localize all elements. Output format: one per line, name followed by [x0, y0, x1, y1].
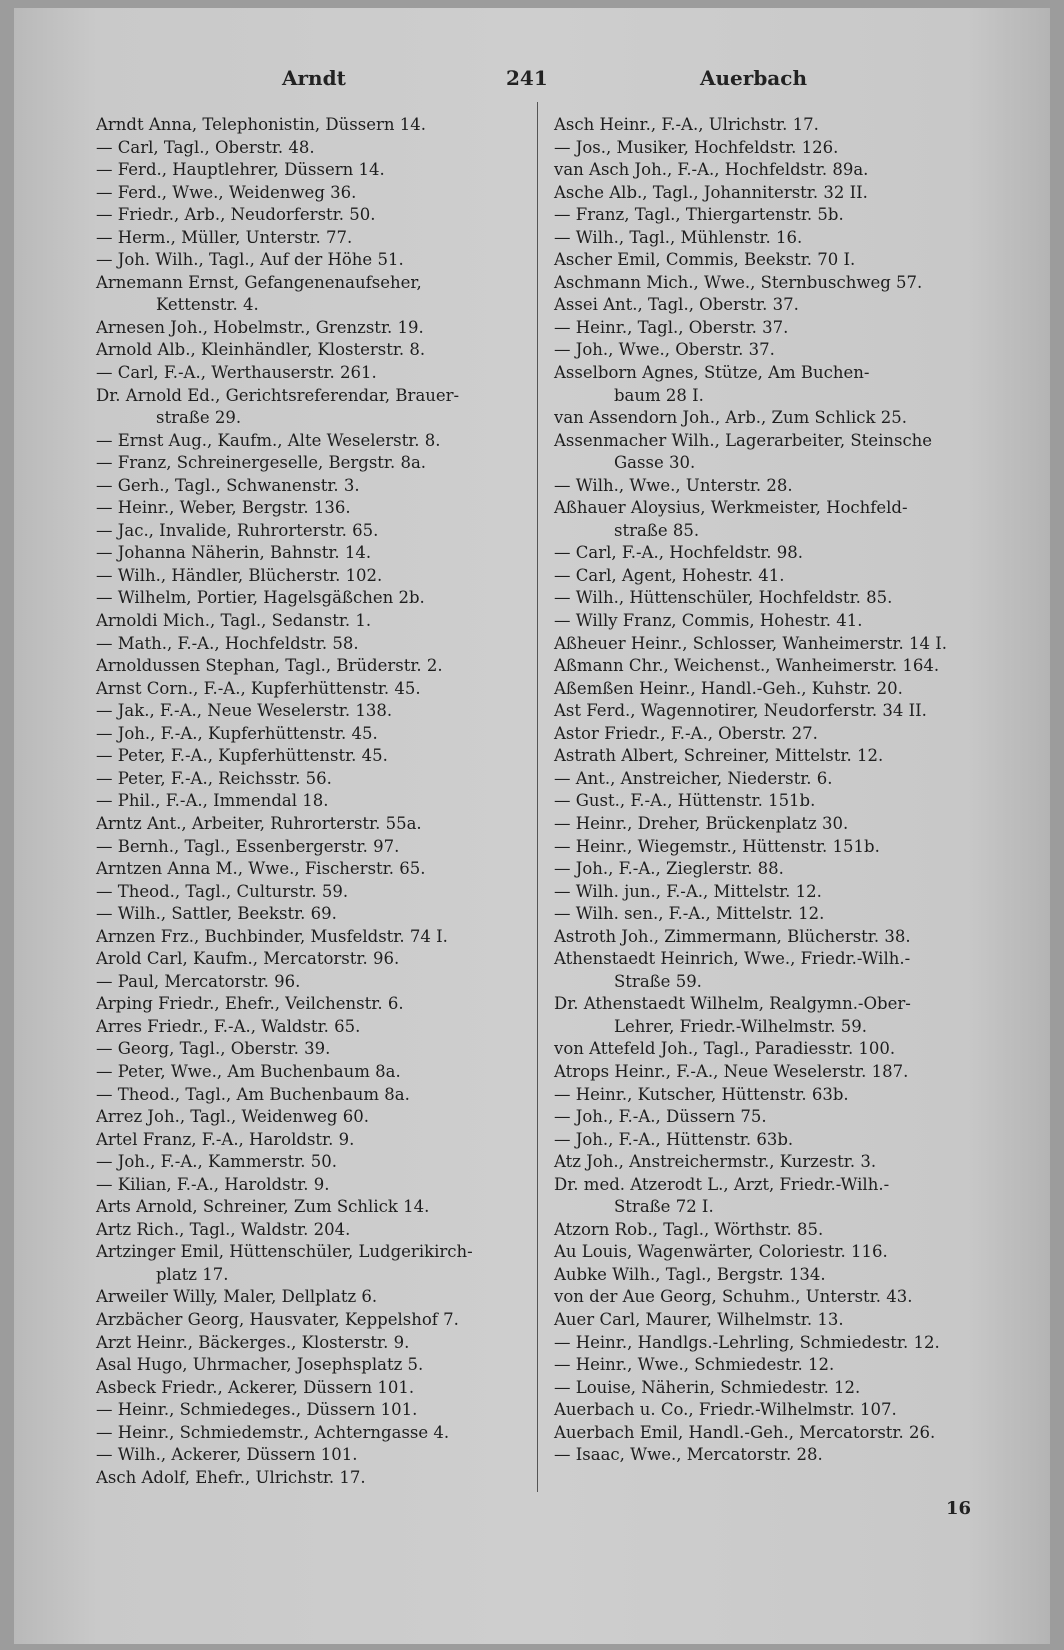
directory-entry: van Assendorn Joh., Arb., Zum Schlick 25. [554, 408, 907, 428]
left-column [96, 114, 506, 1489]
directory-entry: Astroth Joh., Zimmermann, Blücherstr. 38. [554, 926, 911, 946]
directory-entry: — Heinr., Wwe., Schmiedestr. 12. [554, 1355, 835, 1375]
directory-entry: — Louise, Näherin, Schmiedestr. 12. [554, 1377, 861, 1397]
directory-entry: — Jak., F.-A., Neue Weselerstr. 138. [96, 701, 393, 721]
directory-entry: — Carl, F.-A., Hochfeldstr. 98. [554, 543, 804, 563]
directory-entry: — Wilh., Händler, Blücherstr. 102. [96, 565, 383, 585]
directory-entry: — Kilian, F.-A., Haroldstr. 9. [96, 1174, 330, 1194]
directory-entry: — Gerh., Tagl., Schwanenstr. 3. [96, 475, 360, 495]
directory-entry: — Willy Franz, Commis, Hohestr. 41. [554, 611, 863, 631]
directory-entry: Arzbächer Georg, Hausvater, Keppelshof 7. [96, 1309, 459, 1329]
directory-entry: Athenstaedt Heinrich, Wwe., Friedr.-Wilh.- [554, 949, 911, 969]
directory-entry: — Paul, Mercatorstr. 96. [96, 971, 301, 991]
directory-entry: von Attefeld Joh., Tagl., Paradiesstr. 100. [554, 1039, 896, 1059]
directory-entry: Dr. Arnold Ed., Gerichtsreferendar, Brauer- [96, 385, 460, 405]
directory-entry: — Wilh., Hüttenschüler, Hochfeldstr. 85. [554, 588, 893, 608]
directory-entry: Arnzen Frz., Buchbinder, Musfeldstr. 74 I. [96, 926, 448, 946]
directory-entry: — Wilh., Wwe., Unterstr. 28. [554, 475, 793, 495]
directory-entry: — Joh., Wwe., Oberstr. 37. [554, 340, 775, 360]
directory-entry: — Joh., F.-A., Kammerstr. 50. [96, 1152, 338, 1172]
directory-entry: — Phil., F.-A., Immendal 18. [96, 791, 329, 811]
directory-entry: Arts Arnold, Schreiner, Zum Schlick 14. [96, 1197, 430, 1217]
entry-continuation: straße 85. [614, 520, 700, 540]
directory-entry: — Theod., Tagl., Am Buchenbaum 8a. [96, 1084, 410, 1104]
directory-entry: Assenmacher Wilh., Lagerarbeiter, Steinsche [554, 430, 933, 450]
directory-entry: — Jac., Invalide, Ruhrorterstr. 65. [96, 520, 379, 540]
directory-entry: Arres Friedr., F.-A., Waldstr. 65. [96, 1016, 361, 1036]
directory-entry: Au Louis, Wagenwärter, Coloriestr. 116. [554, 1242, 888, 1262]
directory-entry: Arnoldussen Stephan, Tagl., Brüderstr. 2. [96, 656, 443, 676]
directory-page [14, 8, 1050, 1644]
directory-entry: Arnst Corn., F.-A., Kupferhüttenstr. 45. [96, 678, 421, 698]
entry-continuation: Lehrer, Friedr.-Wilhelmstr. 59. [614, 1016, 867, 1036]
directory-entry: Arzt Heinr., Bäckerges., Klosterstr. 9. [96, 1332, 410, 1352]
directory-entry: — Peter, F.-A., Kupferhüttenstr. 45. [96, 746, 388, 766]
page-number: 241 [506, 66, 548, 90]
directory-entry: — Wilh. jun., F.-A., Mittelstr. 12. [554, 881, 822, 901]
header-right-keyword: Auerbach [700, 66, 807, 90]
directory-entry: von der Aue Georg, Schuhm., Unterstr. 43. [554, 1287, 913, 1307]
directory-entry: — Ferd., Hauptlehrer, Düssern 14. [96, 160, 385, 180]
directory-entry: — Wilh., Tagl., Mühlenstr. 16. [554, 227, 803, 247]
entry-continuation: baum 28 I. [614, 385, 704, 405]
right-column [554, 114, 984, 1467]
directory-entry: — Math., F.-A., Hochfeldstr. 58. [96, 633, 359, 653]
entry-continuation: straße 29. [156, 408, 242, 428]
directory-entry: — Wilh. sen., F.-A., Mittelstr. 12. [554, 904, 825, 924]
directory-entry: Aßemßen Heinr., Handl.-Geh., Kuhstr. 20. [554, 678, 903, 698]
directory-entry: — Heinr., Schmiedeges., Düssern 101. [96, 1400, 418, 1420]
entry-continuation: Gasse 30. [614, 453, 696, 473]
directory-entry: Asche Alb., Tagl., Johanniterstr. 32 II. [554, 182, 868, 202]
directory-entry: Ascher Emil, Commis, Beekstr. 70 I. [554, 250, 856, 270]
directory-entry: Arold Carl, Kaufm., Mercatorstr. 96. [96, 949, 400, 969]
directory-entry: Aubke Wilh., Tagl., Bergstr. 134. [554, 1264, 826, 1284]
directory-entry: Asch Adolf, Ehefr., Ulrichstr. 17. [96, 1467, 366, 1487]
directory-entry: — Franz, Tagl., Thiergartenstr. 5b. [554, 205, 844, 225]
directory-entry: Artel Franz, F.-A., Haroldstr. 9. [96, 1129, 355, 1149]
directory-entry: — Isaac, Wwe., Mercatorstr. 28. [554, 1445, 823, 1465]
directory-entry: — Heinr., Dreher, Brückenplatz 30. [554, 813, 849, 833]
directory-entry: Aßheuer Heinr., Schlosser, Wanheimerstr. 14 I. [554, 633, 947, 653]
directory-entry: Atrops Heinr., F.-A., Neue Weselerstr. 187. [554, 1061, 909, 1081]
directory-entry: — Johanna Näherin, Bahnstr. 14. [96, 543, 372, 563]
directory-entry: Auerbach Emil, Handl.-Geh., Mercatorstr. 26. [554, 1422, 936, 1442]
directory-entry: Astrath Albert, Schreiner, Mittelstr. 12. [554, 746, 884, 766]
directory-entry: Arnemann Ernst, Gefangenenaufseher, [96, 272, 422, 292]
directory-entry: — Heinr., Handlgs.-Lehrling, Schmiedestr. 12. [554, 1332, 940, 1352]
entry-continuation: Straße 59. [614, 971, 702, 991]
column-divider [537, 102, 538, 1492]
directory-entry: — Franz, Schreinergeselle, Bergstr. 8a. [96, 453, 427, 473]
directory-entry: Dr. med. Atzerodt L., Arzt, Friedr.-Wilh.- [554, 1174, 890, 1194]
directory-entry: Arweiler Willy, Maler, Dellplatz 6. [96, 1287, 378, 1307]
directory-entry: — Wilhelm, Portier, Hagelsgäßchen 2b. [96, 588, 425, 608]
directory-entry: — Carl, Tagl., Oberstr. 48. [96, 137, 315, 157]
directory-entry: — Heinr., Schmiedemstr., Achterngasse 4. [96, 1422, 450, 1442]
directory-entry: Artzinger Emil, Hüttenschüler, Ludgerikirch- [96, 1242, 473, 1262]
directory-entry: Aßmann Chr., Weichenst., Wanheimerstr. 164. [554, 656, 940, 676]
directory-entry: Arntzen Anna M., Wwe., Fischerstr. 65. [96, 859, 426, 879]
directory-entry: Artz Rich., Tagl., Waldstr. 204. [96, 1219, 351, 1239]
directory-entry: — Heinr., Weber, Bergstr. 136. [96, 498, 351, 518]
directory-entry: — Carl, Agent, Hohestr. 41. [554, 565, 785, 585]
directory-entry: — Jos., Musiker, Hochfeldstr. 126. [554, 137, 839, 157]
directory-entry: Asch Heinr., F.-A., Ulrichstr. 17. [554, 115, 819, 134]
directory-entry: Asselborn Agnes, Stütze, Am Buchen- [554, 363, 870, 383]
directory-entry: — Joh. Wilh., Tagl., Auf der Höhe 51. [96, 250, 404, 270]
directory-entry: — Joh., F.-A., Hüttenstr. 63b. [554, 1129, 794, 1149]
directory-entry: — Gust., F.-A., Hüttenstr. 151b. [554, 791, 816, 811]
directory-entry: Asal Hugo, Uhrmacher, Josephsplatz 5. [96, 1355, 424, 1375]
directory-entry: — Herm., Müller, Unterstr. 77. [96, 227, 353, 247]
directory-entry: — Wilh., Sattler, Beekstr. 69. [96, 904, 337, 924]
directory-entry: — Theod., Tagl., Culturstr. 59. [96, 881, 349, 901]
directory-entry: Arntz Ant., Arbeiter, Ruhrorterstr. 55a. [96, 813, 422, 833]
entry-continuation: platz 17. [156, 1264, 229, 1284]
directory-entry: — Carl, F.-A., Werthauserstr. 261. [96, 363, 377, 383]
directory-entry: Assei Ant., Tagl., Oberstr. 37. [554, 295, 799, 315]
directory-entry: Arnesen Joh., Hobelmstr., Grenzstr. 19. [96, 317, 424, 337]
directory-entry: Aßhauer Aloysius, Werkmeister, Hochfeld- [554, 498, 908, 518]
directory-entry: Arnold Alb., Kleinhändler, Klosterstr. 8. [96, 340, 426, 360]
directory-entry: — Heinr., Tagl., Oberstr. 37. [554, 317, 789, 337]
directory-entry: Arndt Anna, Telephonistin, Düssern 14. [96, 115, 426, 134]
directory-entry: Arping Friedr., Ehefr., Veilchenstr. 6. [96, 994, 404, 1014]
directory-entry: Atzorn Rob., Tagl., Wörthstr. 85. [554, 1219, 824, 1239]
directory-entry: Auer Carl, Maurer, Wilhelmstr. 13. [554, 1309, 844, 1329]
directory-entry: — Ernst Aug., Kaufm., Alte Weselerstr. 8. [96, 430, 441, 450]
directory-entry: Ast Ferd., Wagennotirer, Neudorferstr. 34 II. [554, 701, 927, 721]
directory-entry: Arrez Joh., Tagl., Weidenweg 60. [96, 1107, 369, 1127]
header-left-keyword: Arndt [282, 66, 346, 90]
directory-entry: — Bernh., Tagl., Essenbergerstr. 97. [96, 836, 400, 856]
directory-entry: Asbeck Friedr., Ackerer, Düssern 101. [96, 1377, 415, 1397]
directory-entry: — Joh., F.-A., Kupferhüttenstr. 45. [96, 723, 378, 743]
directory-entry: — Ant., Anstreicher, Niederstr. 6. [554, 768, 833, 788]
directory-entry: Dr. Athenstaedt Wilhelm, Realgymn.-Ober- [554, 994, 911, 1014]
directory-entry: Atz Joh., Anstreichermstr., Kurzestr. 3. [554, 1152, 877, 1172]
entry-continuation: Straße 72 I. [614, 1197, 714, 1217]
directory-entry: — Peter, F.-A., Reichsstr. 56. [96, 768, 332, 788]
directory-entry: van Asch Joh., F.-A., Hochfeldstr. 89a. [554, 160, 869, 180]
directory-entry: Aschmann Mich., Wwe., Sternbuschweg 57. [554, 272, 923, 292]
directory-entry: Arnoldi Mich., Tagl., Sedanstr. 1. [96, 611, 372, 631]
directory-entry: — Wilh., Ackerer, Düssern 101. [96, 1445, 358, 1465]
entry-continuation: Kettenstr. 4. [156, 295, 259, 315]
directory-entry: Auerbach u. Co., Friedr.-Wilhelmstr. 107. [554, 1400, 897, 1420]
directory-entry: — Joh., F.-A., Düssern 75. [554, 1107, 767, 1127]
directory-entry: Astor Friedr., F.-A., Oberstr. 27. [554, 723, 818, 743]
directory-entry: — Peter, Wwe., Am Buchenbaum 8a. [96, 1061, 401, 1081]
directory-entry: — Heinr., Wiegemstr., Hüttenstr. 151b. [554, 836, 880, 856]
directory-entry: — Joh., F.-A., Zieglerstr. 88. [554, 859, 784, 879]
directory-entry: — Friedr., Arb., Neudorferstr. 50. [96, 205, 376, 225]
directory-entry: — Heinr., Kutscher, Hüttenstr. 63b. [554, 1084, 849, 1104]
signature-mark: 16 [946, 1498, 972, 1519]
directory-entry: — Ferd., Wwe., Weidenweg 36. [96, 182, 357, 202]
directory-entry: — Georg, Tagl., Oberstr. 39. [96, 1039, 331, 1059]
